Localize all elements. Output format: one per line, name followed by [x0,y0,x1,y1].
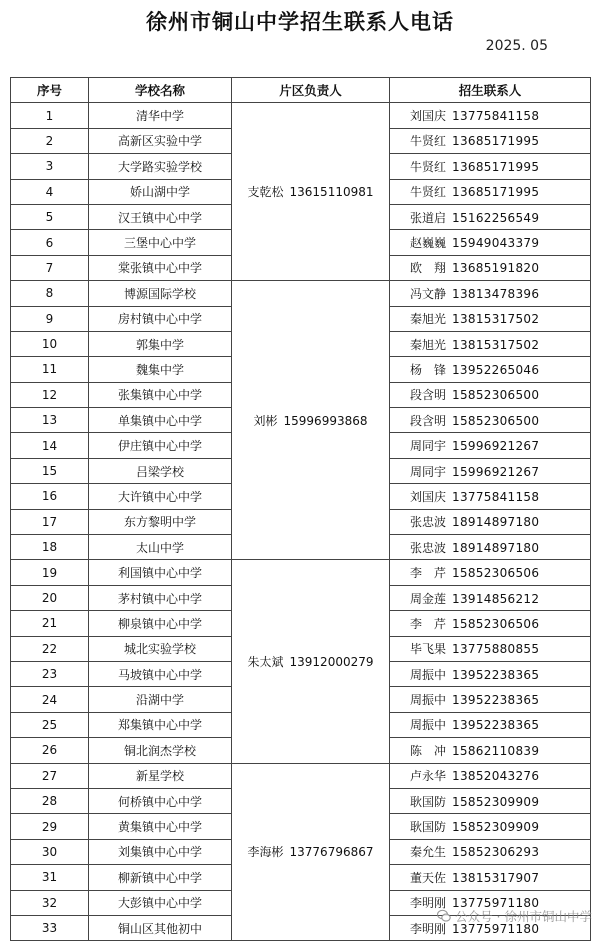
contact-phone: 15852306506 [452,566,540,581]
admission-contact [390,763,591,788]
contact-name: 周同宇 [410,464,447,479]
admission-contact [390,484,591,509]
contact-name: 周金莲 [410,591,447,606]
row-number: 29 [11,814,89,839]
school-name: 何桥镇中心中学 [89,788,232,813]
row-number: 17 [11,509,89,534]
contact-name: 牛贤红 [410,134,447,149]
table-row [11,281,591,306]
admission-contact [390,179,591,204]
header-area-leader: 片区负责人 [232,78,390,103]
row-number: 31 [11,865,89,890]
row-number: 5 [11,204,89,229]
table-row [11,560,591,585]
contact-phone: 18914897180 [452,515,540,530]
school-name: 刘集镇中心中学 [89,839,232,864]
area-leader-phone: 13615110981 [289,185,374,200]
school-name: 东方黎明中学 [89,509,232,534]
contact-name: 周振中 [410,693,447,708]
area-leader-name: 支乾松 [247,185,284,200]
admission-contact [390,687,591,712]
admission-contact [390,814,591,839]
contact-phone: 13815317502 [452,337,540,352]
row-number: 6 [11,230,89,255]
school-name: 郑集镇中心中学 [89,712,232,737]
watermark-text: 公众号 · 徐州市铜山中学 [455,909,592,924]
school-name: 柳新镇中心中学 [89,865,232,890]
admission-contact [390,712,591,737]
admission-contact [390,509,591,534]
contact-phone: 13775971180 [452,896,540,911]
row-number: 16 [11,484,89,509]
row-number: 7 [11,255,89,280]
row-number: 30 [11,839,89,864]
school-name: 博源国际学校 [89,281,232,306]
contact-name: 刘国庆 [410,109,447,124]
school-name: 柳泉镇中心中学 [89,611,232,636]
row-number: 20 [11,585,89,610]
contact-phone: 15852306500 [452,413,540,428]
contact-phone: 13685191820 [452,261,540,276]
school-name: 清华中学 [89,103,232,128]
contact-phone: 15852309909 [452,820,540,835]
admission-contact [390,611,591,636]
row-number: 3 [11,154,89,179]
school-name: 单集镇中心中学 [89,408,232,433]
contact-name: 张忠波 [410,515,447,530]
contact-name: 李 芹 [410,566,446,581]
contact-name: 冯文静 [410,286,447,301]
row-number: 8 [11,281,89,306]
admission-contact [390,560,591,585]
contact-phone: 13775971180 [452,921,540,936]
area-leader-name: 刘彬 [253,413,278,428]
admission-contact [390,103,591,128]
table-header-row [11,78,591,103]
school-name: 三堡中心中学 [89,230,232,255]
contact-table [10,77,591,941]
school-name: 魏集中学 [89,357,232,382]
contact-phone: 13952238365 [452,693,540,708]
contact-name: 段含明 [410,388,447,403]
contact-phone: 13775841158 [452,489,540,504]
contact-phone: 13775841158 [452,109,540,124]
row-number: 19 [11,560,89,585]
row-number: 32 [11,890,89,915]
school-name: 大彭镇中心中学 [89,890,232,915]
admission-contact [390,865,591,890]
area-leader-phone: 15996993868 [283,413,368,428]
row-number: 22 [11,636,89,661]
contact-phone: 13685171995 [452,134,540,149]
row-number: 1 [11,103,89,128]
row-number: 27 [11,763,89,788]
row-number: 28 [11,788,89,813]
contact-name: 周振中 [410,718,447,733]
row-number: 33 [11,915,89,940]
row-number: 23 [11,661,89,686]
school-name: 沿湖中学 [89,687,232,712]
contact-name: 刘国庆 [410,489,447,504]
table-row [11,103,591,128]
school-name: 马坡镇中心中学 [89,661,232,686]
row-number: 18 [11,535,89,560]
admission-contact [390,458,591,483]
watermark [437,907,592,925]
area-leader-cell [232,560,390,763]
contact-phone: 13775880855 [452,642,540,657]
admission-contact [390,204,591,229]
contact-phone: 13852043276 [452,769,540,784]
school-name: 吕梁学校 [89,458,232,483]
contact-phone: 15852306506 [452,616,540,631]
contact-name: 赵巍巍 [410,236,447,251]
school-name: 铜北润杰学校 [89,738,232,763]
contact-phone: 13914856212 [452,591,540,606]
school-name: 汉王镇中心中学 [89,204,232,229]
admission-contact [390,433,591,458]
contact-phone: 13685171995 [452,185,540,200]
contact-name: 周振中 [410,667,447,682]
contact-name: 董天佐 [410,870,447,885]
contact-name: 秦旭光 [410,312,447,327]
row-number: 4 [11,179,89,204]
admission-contact [390,306,591,331]
admission-contact [390,585,591,610]
contact-phone: 15996921267 [452,439,540,454]
school-name: 娇山湖中学 [89,179,232,204]
contact-phone: 15852306293 [452,845,540,860]
contact-name: 耿国防 [410,794,447,809]
contact-phone: 13952238365 [452,718,540,733]
area-leader-cell [232,763,390,941]
school-name: 棠张镇中心中学 [89,255,232,280]
contact-name: 牛贤红 [410,185,447,200]
contact-name: 陈 冲 [410,743,446,758]
school-name: 新星学校 [89,763,232,788]
row-number: 21 [11,611,89,636]
admission-contact [390,382,591,407]
row-number: 10 [11,331,89,356]
wechat-icon [437,909,451,923]
area-leader-phone: 13912000279 [289,654,374,669]
contact-phone: 18914897180 [452,540,540,555]
school-name: 大许镇中心中学 [89,484,232,509]
row-number: 14 [11,433,89,458]
contact-phone: 15162256549 [452,210,540,225]
row-number: 15 [11,458,89,483]
contact-phone: 13952238365 [452,667,540,682]
admission-contact [390,255,591,280]
row-number: 9 [11,306,89,331]
header-school-name: 学校名称 [89,78,232,103]
contact-name: 秦旭光 [410,337,447,352]
admission-contact [390,357,591,382]
contact-name: 耿国防 [410,820,447,835]
row-number: 2 [11,128,89,153]
admission-contact [390,738,591,763]
table-row [11,763,591,788]
contact-name: 毕飞果 [410,642,447,657]
contact-phone: 15996921267 [452,464,540,479]
row-number: 11 [11,357,89,382]
admission-contact [390,661,591,686]
school-name: 郭集中学 [89,331,232,356]
contact-name: 秦允生 [410,845,447,860]
school-name: 铜山区其他初中 [89,915,232,940]
header-admission-contact: 招生联系人 [390,78,591,103]
contact-name: 周同宇 [410,439,447,454]
contact-phone: 15852306500 [452,388,540,403]
area-leader-name: 李海彬 [247,845,284,860]
contact-name: 张道启 [410,210,447,225]
row-number: 24 [11,687,89,712]
contact-name: 卢永华 [410,769,447,784]
school-name: 房村镇中心中学 [89,306,232,331]
contact-name: 段含明 [410,413,447,428]
admission-contact [390,839,591,864]
contact-name: 张忠波 [410,540,447,555]
admission-contact [390,535,591,560]
admission-contact [390,408,591,433]
school-name: 城北实验学校 [89,636,232,661]
school-name: 大学路实验学校 [89,154,232,179]
contact-name: 李明刚 [410,921,447,936]
contact-name: 牛贤红 [410,159,447,174]
contact-name: 欧 翔 [410,261,446,276]
school-name: 张集镇中心中学 [89,382,232,407]
school-name: 太山中学 [89,535,232,560]
row-number: 26 [11,738,89,763]
area-leader-name: 朱太斌 [247,654,284,669]
contact-name: 李明刚 [410,896,447,911]
school-name: 利国镇中心中学 [89,560,232,585]
row-number: 13 [11,408,89,433]
contact-phone: 15852309909 [452,794,540,809]
admission-contact [390,154,591,179]
admission-contact [390,636,591,661]
row-number: 12 [11,382,89,407]
contact-phone: 13815317907 [452,870,540,885]
area-leader-cell [232,103,390,281]
contact-phone: 13815317502 [452,312,540,327]
contact-phone: 15862110839 [452,743,540,758]
contact-phone: 13685171995 [452,159,540,174]
table-body [11,103,591,941]
contact-phone: 15949043379 [452,236,540,251]
contact-name: 杨 锋 [410,362,446,377]
document-date: 2025. 05 [485,38,548,54]
row-number: 25 [11,712,89,737]
admission-contact [390,281,591,306]
school-name: 茅村镇中心中学 [89,585,232,610]
school-name: 伊庄镇中心中学 [89,433,232,458]
school-name: 高新区实验中学 [89,128,232,153]
contact-name: 李 芹 [410,616,446,631]
admission-contact [390,230,591,255]
contact-phone: 13952265046 [452,362,540,377]
page-title: 徐州市铜山中学招生联系人电话 [146,10,454,34]
admission-contact [390,128,591,153]
contact-phone: 13813478396 [452,286,540,301]
header-number: 序号 [11,78,89,103]
area-leader-phone: 13776796867 [289,845,374,860]
admission-contact [390,331,591,356]
school-name: 黄集镇中心中学 [89,814,232,839]
area-leader-cell [232,281,390,560]
admission-contact [390,788,591,813]
